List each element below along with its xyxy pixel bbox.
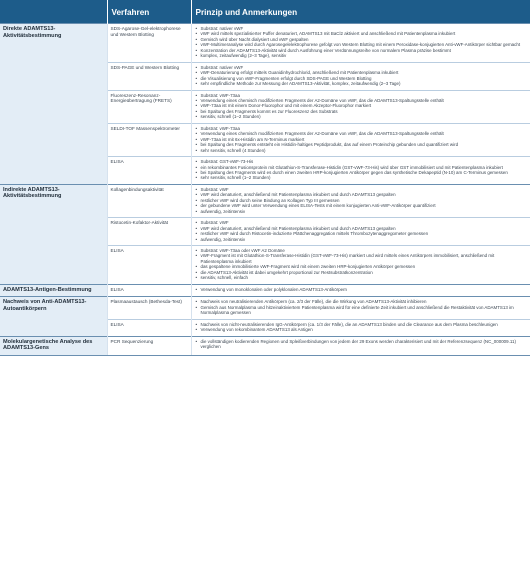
table-row: [0, 24, 530, 63]
note-item: • die Visualisierung von vWF-Fragmenten erfolgt durch SDS-PAGE und Western Blotting: [201, 76, 528, 81]
note-item: • Substrat: vWF: [201, 220, 528, 225]
note-item: • Gemisch wird über Nacht dialysiert und vWF gespalten: [201, 37, 528, 42]
note-item: • die vollständigen kodierenden Regionen und Spleißverbindungen von jedem der 29 Exons werden charakterisiert und mit der Referenzsequenz (NC_000009.11) verglichen: [201, 339, 528, 350]
note-item: • der gebundene vWF wird unter Verwendung eines ELISA-Tests mit einem konjugierten Anti-vWF-Antikörper quantifiziert: [201, 203, 528, 208]
note-item: • restlicher vWF wird durch seine Bindung an Kollagen Typ III gemessen: [201, 198, 528, 203]
note-item: • das gespaltene immobilisierte vWF-Fragment wird mit einem zweiten HRP-konjugierten Antikörper gemessen: [201, 264, 528, 269]
notes-cell: [191, 319, 530, 336]
note-item: • aufwendig, zeitintensiv: [201, 237, 528, 242]
notes-cell: [191, 184, 530, 217]
note-item: • Verwendung von monoklonalen oder polyklonalen ADAMTS13-Antikörpern: [201, 287, 528, 292]
notes-cell: [191, 90, 530, 123]
note-item: • vWF-73aa ist mit einem Donor-Fluorophor und mit einem Akzeptor-Fluorophor markiert: [201, 103, 528, 108]
notes-cell: [191, 336, 530, 355]
note-item: • Gemisch aus Normalplasma und hitzeinaktiviertem Patientenplasma wird für eine definierte Zeit inkubiert und anschließend die Restaktivität von ADAMTS13 im Normalplasma gemessen: [201, 305, 528, 316]
notes-list: [195, 287, 528, 292]
note-item: • vWF-Fragment ist mit Glutathion-S-Transferase-Histidin (GST-vWF-73-His) markiert und wird mittels eines Antikörpers immobilisiert, anschließend mit Patientenplasma inkubiert: [201, 253, 528, 264]
note-item: • Substrat: vWF: [201, 187, 528, 192]
table-header: [0, 0, 530, 24]
note-item: • aufwendig, zeitintensiv: [201, 209, 528, 214]
note-item: • Substrat: vWF-73aa: [201, 93, 528, 98]
category-cell: Direkte ADAMTS13-Aktivitätsbestimmung: [0, 24, 107, 185]
note-item: • sehr sensitiv, schnell (1–2 Stunden): [201, 175, 528, 180]
note-item: • vWF wird mittels spezialisierter Puffer denaturiert, ADAMTS13 mit BaCl2 aktiviert und anschließend mit Patientenplasma inkubiert: [201, 31, 528, 36]
note-item: • Substrat: vWF-73aa oder vWF A2 Domäne: [201, 248, 528, 253]
method-cell: Ristocetin-Kofaktor-Aktivität: [107, 218, 191, 246]
header-category: [0, 0, 107, 24]
note-item: • Substrat: nativer vWF: [201, 65, 528, 70]
method-cell: Plasmaaustausch (Bethesda-Test): [107, 297, 191, 319]
notes-list: [195, 339, 528, 350]
table-row: [0, 336, 530, 355]
note-item: • Verwendung von rekombinantem ADAMTS13 als Antigen: [201, 327, 528, 332]
note-item: • Nachweis von nicht-neutralisierenden IgG-Antikörpern (ca. 1/3 der Fälle), die an ADAMTS13 binden und die Clearance aus dem Plasma beschleunigen: [201, 322, 528, 327]
method-cell: SDS-PAGE und Western Blotting: [107, 62, 191, 90]
notes-list: [195, 65, 528, 87]
note-item: • vWF wird denaturiert, anschließend mit Patientenplasma inkubiert und durch ADAMTS13 gespalten: [201, 226, 528, 231]
notes-list: [195, 93, 528, 120]
notes-list: [195, 187, 528, 214]
note-item: • vWF-Denaturierung erfolgt mittels Guanidinhydrochlorid, anschließend mit Patientenplasma inkubiert: [201, 70, 528, 75]
note-item: • komplex, zeitaufwendig (2–3 Tage), sensitiv: [201, 53, 528, 58]
notes-list: [195, 159, 528, 181]
notes-list: [195, 26, 528, 59]
note-item: • vWF wird denaturiert, anschließend mit Patientenplasma inkubiert und durch ADAMTS13 gespalten: [201, 192, 528, 197]
note-item: • sensitiv, schnell (1–2 Stunden): [201, 114, 528, 119]
notes-cell: [191, 297, 530, 319]
notes-cell: [191, 24, 530, 63]
notes-cell: [191, 62, 530, 90]
note-item: • vWF-73aa ist mit 6x-Histidin am N-Terminus markiert: [201, 137, 528, 142]
note-item: • Konzentration der ADAMTS13-Aktivität wird durch Ausführung einer Verdünnungsreihe von normalem Plasma präzise bestimmt: [201, 48, 528, 53]
note-item: • sehr sensitiv, schnell (4 Stunden): [201, 148, 528, 153]
note-item: • ein rekombinantes Fusionsprotein mit Glutathion-S-Transferase-Histidin (GST-vWF-73-His) wird über GST immobilisiert und mit Patientenplasma inkubiert: [201, 165, 528, 170]
notes-cell: [191, 123, 530, 156]
note-item: • die ADAMTS13-Aktivität ist dabei umgekehrt proportional zur Restsubstratkonzentration: [201, 270, 528, 275]
category-cell: ADAMTS13-Antigen-Bestimmung: [0, 284, 107, 297]
note-item: • Substrat: GST-vWF-73-His: [201, 159, 528, 164]
notes-cell: [191, 284, 530, 297]
notes-cell: [191, 245, 530, 284]
note-item: • vWF-Multimeranalyse wird durch Agarosegelelektrophorese gefolgt von Western Blotting mit einem Peroxidase-konjugierten Anti-vWF-Antikörper sichtbar gemacht: [201, 42, 528, 47]
method-cell: PCR Sequenzierung: [107, 336, 191, 355]
note-item: • restlicher vWF wird durch Ristocetin-induzierte Plättchenaggregation mittels Thrombozytenaggregometer gemessen: [201, 231, 528, 236]
note-item: • Verwendung eines chemisch modifizierten Fragments der A2-Domäne von vWF, das die ADAMTS13-Spaltungsstelle enthält: [201, 98, 528, 103]
table-body: [0, 24, 530, 356]
method-cell: ELISA: [107, 245, 191, 284]
note-item: • bei Spaltung des Fragments wird es durch einen zweiten HRP-konjugierten Antikörper gegen das synthetische Dekapeptid (N-10) am C-Terminus gemessen: [201, 170, 528, 175]
category-cell: Nachweis von Anti-ADAMTS13-Autoantikörpern: [0, 297, 107, 336]
method-cell: ELISA: [107, 157, 191, 185]
note-item: • sehr empfindliche Methode zur Messung der ADAMTS13-Aktivität, komplex, zeitaufwendig (2–3 Tage): [201, 81, 528, 86]
header-notes: Prinzip und Anmerkungen: [191, 0, 530, 24]
table-row: [0, 284, 530, 297]
note-item: • bei Spaltung des Fragments entsteht ein Histidin-haltiges Peptidprodukt, das auf einem Proteinchip gebunden und quantifiziert wird: [201, 142, 528, 147]
category-cell: Indirekte ADAMTS13-Aktivitätsbestimmung: [0, 184, 107, 284]
table-row: [0, 297, 530, 319]
note-item: • Substrat: nativer vWF: [201, 26, 528, 31]
method-cell: Kollagenbindungsaktivität: [107, 184, 191, 217]
notes-cell: [191, 157, 530, 185]
note-item: • Nachweis von neutralisierenden Antikörpern (ca. 2/3 der Fälle), die die Wirkung von ADAMTS13-Aktivität inhibieren: [201, 299, 528, 304]
header-row: [0, 0, 530, 24]
notes-list: [195, 220, 528, 242]
method-cell: ELISA: [107, 319, 191, 336]
method-cell: SDS-Agarose-Gel-elektrophorese und Western Blotting: [107, 24, 191, 63]
header-method: Verfahren: [107, 0, 191, 24]
notes-list: [195, 126, 528, 153]
method-cell: Fluoreszenz-Resonanz-Energieübertragung (FRETS): [107, 90, 191, 123]
notes-list: [195, 322, 528, 333]
note-item: • Verwendung eines chemisch modifizierten Fragments der A2-Domäne von vWF, das die ADAMTS13-Spaltungsstelle enthält: [201, 131, 528, 136]
notes-list: [195, 248, 528, 281]
category-cell: Molekulargenetische Analyse des ADAMTS13-Gens: [0, 336, 107, 355]
method-cell: ELISA: [107, 284, 191, 297]
table-row: [0, 184, 530, 217]
notes-list: [195, 299, 528, 315]
note-item: • bei Spaltung des Fragments kommt es zur Fluoreszenz des Substrats: [201, 109, 528, 114]
notes-cell: [191, 218, 530, 246]
method-cell: SELDI-TOF Massenspektrometer: [107, 123, 191, 156]
note-item: • sensitiv, schnell, einfach: [201, 275, 528, 280]
note-item: • Substrat: vWF-73aa: [201, 126, 528, 131]
